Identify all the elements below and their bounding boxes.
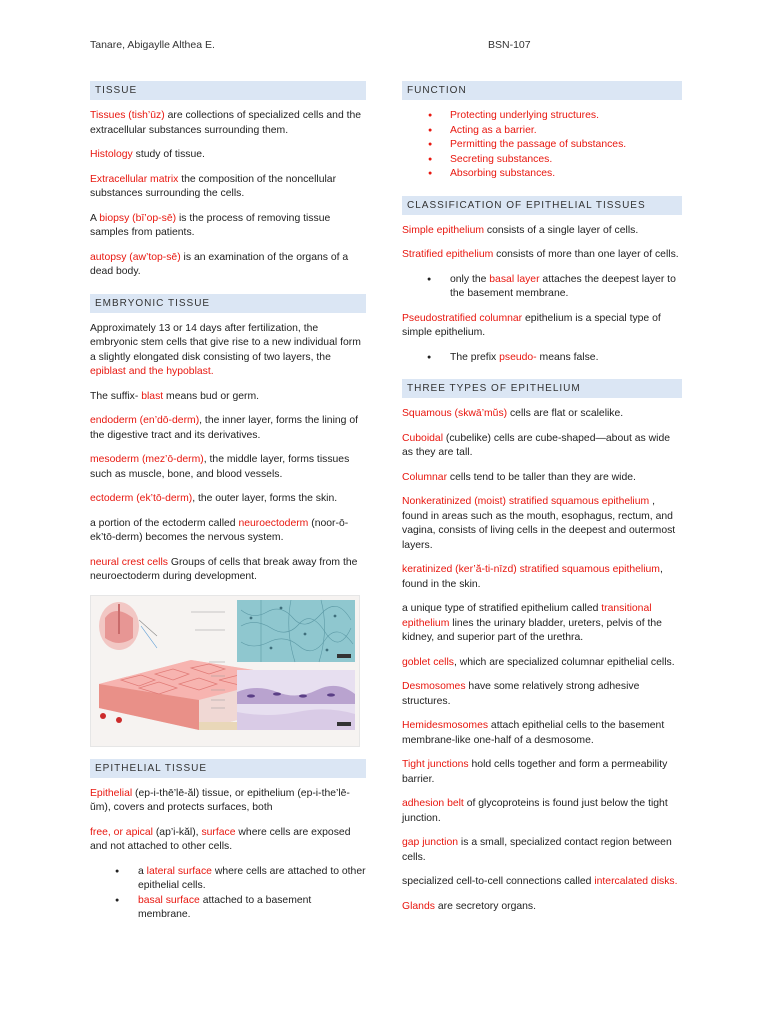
- list-item: ● a lateral surface where cells are attached to other epithelial cells.: [90, 865, 366, 894]
- tight-junctions-definition: Tight junctions hold cells together and form a permeability barrier.: [402, 759, 668, 785]
- course-code: BSN-107: [488, 39, 531, 51]
- mesoderm-definition: mesoderm (mez’ō-derm), the middle layer, forms tissues such as muscle, bone, and blood vessels.: [90, 454, 350, 480]
- autopsy-definition: autopsy (aw’top-sē) is an examination of the organs of a dead body.: [90, 251, 349, 277]
- biopsy-definition: A biopsy (bī’op-sē) is the process of removing tissue samples from patients.: [90, 212, 331, 238]
- section-header-function: FUNCTION: [402, 81, 682, 100]
- epithelial-definition: Epithelial (ep-i-thē’lē-ăl) tissue, or epithelium (ep-i-the’lē-ŭm), covers and protects surfaces, both: [90, 787, 350, 813]
- adhesion-belt-definition: adhesion belt of glycoproteins is found just below the tight junction.: [402, 798, 668, 824]
- tissues-definition: Tissues (tish’ūz) are collections of specialized cells and the extracellular substances surrounding them.: [90, 110, 362, 136]
- list-item: ● Secreting substances.: [402, 153, 682, 168]
- ectoderm-definition: ectoderm (ek’tō-derm), the outer layer, forms the skin.: [90, 493, 338, 504]
- intercalated-disks-definition: specialized cell-to-cell connections called intercalated disks.: [402, 876, 678, 887]
- section-header-classification: CLASSIFICATION OF EPITHELIAL TISSUES: [402, 196, 682, 215]
- stratified-epithelium-definition: Stratified epithelium consists of more than one layer of cells.: [402, 249, 679, 260]
- pseudo-prefix-bullet: [402, 351, 682, 366]
- basal-layer-bullet: [402, 273, 682, 302]
- list-item: ● Acting as a barrier.: [402, 124, 682, 139]
- neural-crest-definition: neural crest cells Groups of cells that break away from the neuroectoderm during development.: [90, 556, 358, 582]
- author-name: Tanare, Abigaylle Althea E.: [90, 39, 215, 51]
- simple-epithelium-definition: Simple epithelium consists of a single layer of cells.: [402, 224, 639, 236]
- glands-definition: Glands are secretory organs.: [402, 900, 537, 912]
- neuroectoderm-definition: a portion of the ectoderm called neuroectoderm (noor-ō-ek’tō-derm) becomes the nervous system.: [90, 517, 349, 543]
- gap-junction-definition: gap junction is a small, specialized contact region between cells.: [402, 837, 672, 863]
- nonkeratinized-definition: Nonkeratinized (moist) stratified squamous epithelium , found in areas such as the mouth, esophagus, rectum, and vagina, consists of living cells in the deepest and outermost layers.: [402, 496, 676, 551]
- section-header-tissue: TISSUE: [90, 81, 366, 100]
- blast-suffix: The suffix- blast means bud or germ.: [90, 390, 260, 402]
- list-item: ● The prefix pseudo- means false.: [402, 351, 682, 366]
- apical-surface-definition: free, or apical (ap’i-kăl), surface where cells are exposed and not attached to other cells.: [90, 826, 351, 852]
- keratinized-definition: keratinized (ker’ă-ti-nīzd) stratified squamous epithelium, found in the skin.: [402, 564, 663, 590]
- section-header-embryonic: EMBRYONIC TISSUE: [90, 294, 366, 313]
- columnar-definition: Columnar cells tend to be taller than they are wide.: [402, 471, 636, 483]
- goblet-cells-definition: goblet cells, which are specialized columnar epithelial cells.: [402, 656, 675, 668]
- list-item: ● Permitting the passage of substances.: [402, 138, 682, 153]
- endoderm-definition: endoderm (en’dō-derm), the inner layer, forms the lining of the digestive tract and its derivatives.: [90, 415, 358, 441]
- embryonic-intro: Approximately 13 or 14 days after fertilization, the embryonic stem cells that give rise to a new individual form a slightly elongated disk consisting of two layers, the epiblast and the hypoblast.: [90, 322, 361, 377]
- epithelium-illustration: [90, 595, 360, 747]
- cuboidal-definition: Cuboidal (cubelike) cells are cube-shaped—about as wide as they are tall.: [402, 432, 671, 458]
- right-column: [402, 81, 682, 924]
- desmosomes-definition: Desmosomes have some relatively strong adhesive structures.: [402, 681, 640, 707]
- list-item: ● basal surface attached to a basement membrane.: [90, 894, 366, 923]
- pseudostratified-definition: Pseudostratified columnar epithelium is a special type of simple epithelium.: [402, 312, 661, 338]
- list-item: ● Protecting underlying structures.: [402, 109, 682, 124]
- function-list: [402, 109, 682, 182]
- histology-definition: Histology study of tissue.: [90, 149, 205, 160]
- list-item: ● only the basal layer attaches the deepest layer to the basement membrane.: [402, 273, 682, 302]
- section-header-epithelial: EPITHELIAL TISSUE: [90, 759, 366, 778]
- surface-bullets: [90, 865, 366, 923]
- extracellular-matrix-definition: Extracellular matrix the composition of the noncellular substances surrounding the cells.: [90, 173, 337, 199]
- transitional-definition: a unique type of stratified epithelium called transitional epithelium lines the urinary bladder, ureters, pelvis of the kidney, and superior part of the urethra.: [402, 603, 662, 643]
- left-column: [90, 81, 366, 933]
- hemidesmosomes-definition: Hemidesmosomes attach epithelial cells to the basement membrane-like one-half of a desmosome.: [402, 720, 665, 746]
- squamous-definition: Squamous (skwā’mŭs) cells are flat or scalelike.: [402, 408, 624, 419]
- section-header-three-types: THREE TYPES OF EPITHELIUM: [402, 379, 682, 398]
- list-item: ● Absorbing substances.: [402, 167, 682, 182]
- epithelium-diagram-svg: [91, 596, 359, 746]
